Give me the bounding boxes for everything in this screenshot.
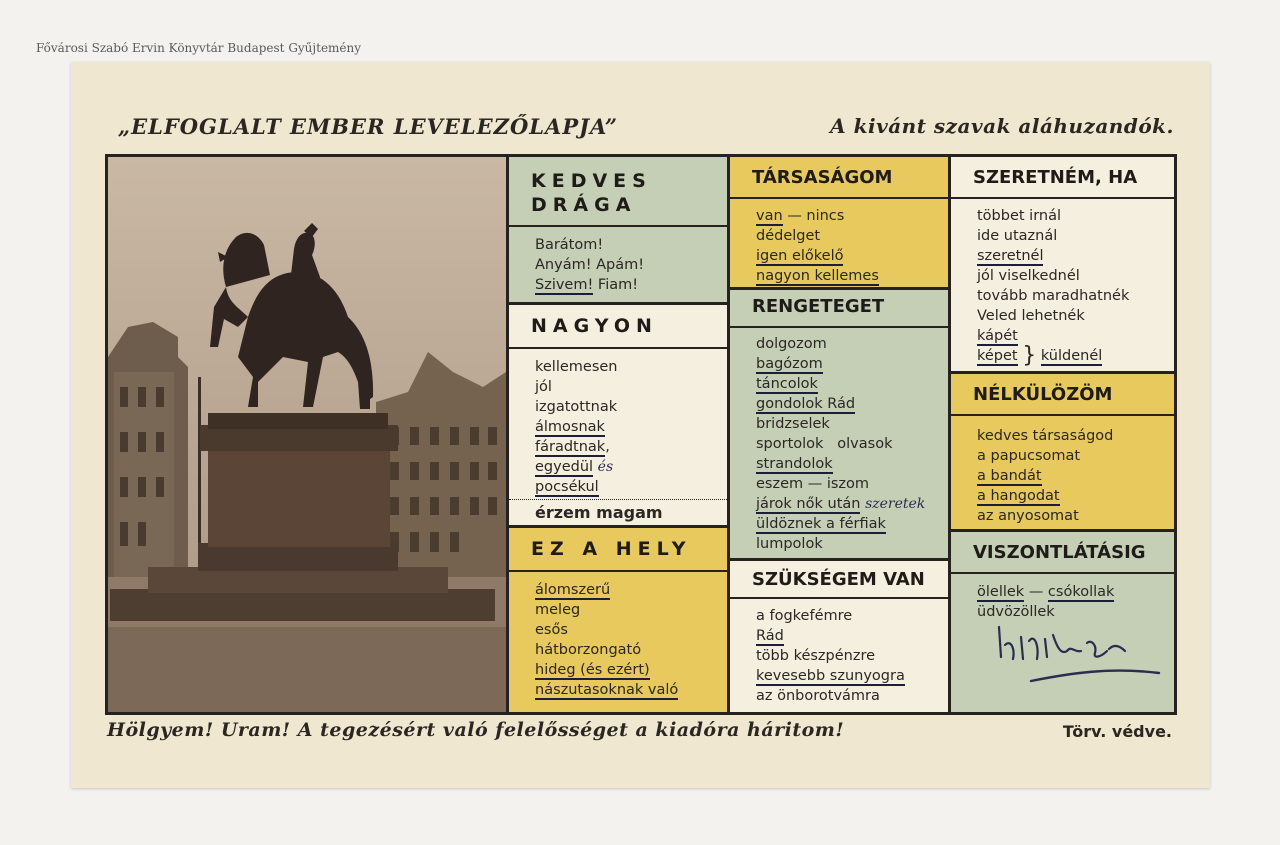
- option-jol-viselkednel: jól viselkednél: [977, 268, 1080, 284]
- option-fiam: Fiam!: [597, 277, 639, 293]
- option-egyedul: egyedül: [535, 459, 594, 475]
- option-szunyogra: kevesebb szunyogra: [756, 668, 905, 684]
- option-olellek: ölellek: [977, 584, 1025, 600]
- footer-disclaimer: Hölgyem! Uram! A tegezésért való felelősséget a kiadóra háritom!: [107, 719, 845, 741]
- dotted-divider: [509, 499, 727, 500]
- option-bandat: a bandát: [977, 468, 1042, 484]
- option-nincs: — nincs: [787, 208, 845, 224]
- nelkulozom-heading: NÉLKÜLÖZÖM: [951, 374, 1174, 416]
- handwritten-szeretek: szeretek: [865, 496, 926, 512]
- option-kedves-tarsasagod: kedves társaságod: [977, 428, 1114, 444]
- option-sportolok-olvasok: sportolok olvasok: [756, 436, 893, 452]
- option-tancolok: táncolok: [756, 376, 818, 392]
- option-veled-lehetnek: Veled lehetnék: [977, 308, 1085, 324]
- hely-section: [509, 528, 727, 712]
- szeretnem-section: [951, 157, 1174, 371]
- rengeteget-options: [730, 334, 948, 554]
- hely-heading: EZ A HELY: [509, 528, 727, 572]
- option-dash: —: [1028, 584, 1044, 600]
- option-csokollak: csókollak: [1047, 584, 1115, 600]
- viszontlatasig-options: [951, 582, 1174, 622]
- viszontlatasig-heading: VISZONTLÁTÁSIG: [951, 532, 1174, 574]
- option-strandolok: strandolok: [756, 456, 833, 472]
- column-1: [509, 157, 730, 712]
- option-udvozollek: üdvözöllek: [977, 604, 1055, 620]
- nelkulozom-options: [951, 426, 1174, 526]
- greeting-section: [509, 157, 727, 302]
- rengeteget-section: [730, 290, 948, 558]
- option-kapet: kápét: [977, 328, 1018, 344]
- collection-watermark: Fővárosi Szabó Ervin Könyvtár Budapest Gyűjtemény: [36, 41, 362, 55]
- option-keszpenzre: több készpénzre: [756, 648, 876, 664]
- column-2: [730, 157, 951, 712]
- option-van: van: [756, 208, 783, 224]
- nagyon-heading: NAGYON: [509, 305, 727, 349]
- nagyon-section: [509, 305, 727, 525]
- option-tobbet-irnal: többet irnál: [977, 208, 1062, 224]
- handwritten-signature: [991, 617, 1171, 687]
- option-kepet: képet: [977, 348, 1018, 364]
- option-meleg: meleg: [535, 602, 581, 618]
- option-dolgozom: dolgozom: [756, 336, 827, 352]
- option-lumpolok: lumpolok: [756, 536, 823, 552]
- option-papucsomat: a papucsomat: [977, 448, 1081, 464]
- footer-copyright: Törv. védve.: [1062, 722, 1172, 741]
- postcard-title: „ELFOGLALT EMBER LEVELEZŐLAPJA”: [118, 114, 618, 139]
- option-ide-utaznal: ide utaznál: [977, 228, 1058, 244]
- greeting-options: [509, 235, 727, 295]
- option-igen-elokelo: igen előkelő: [756, 248, 844, 264]
- option-fogkefemre: a fogkefémre: [756, 608, 853, 624]
- option-faradtnak: fáradtnak: [535, 439, 606, 455]
- option-bridzselek: bridzselek: [756, 416, 830, 432]
- viszontlatasig-section: [951, 532, 1174, 712]
- szukseg-section: [730, 561, 948, 712]
- option-anyosomat: az anyosomat: [977, 508, 1079, 524]
- option-jarok-nok-utan: járok nők után: [756, 496, 861, 512]
- option-anyam-apam: Anyám! Apám!: [535, 257, 645, 273]
- statue-photo: [108, 157, 509, 712]
- option-almosnak: álmosnak: [535, 419, 605, 435]
- option-eszem-iszom: eszem — iszom: [756, 476, 870, 492]
- rengeteget-heading: RENGETEGET: [730, 290, 948, 328]
- szeretnem-options: többet irnál ide utaznál szeretnél jól viselkednél tovább maradhatnék Veled lehetnék kápét képet } küldenél: [951, 206, 1174, 366]
- handwritten-es: és: [597, 459, 614, 475]
- option-onborotvamra: az önborotvámra: [756, 688, 880, 704]
- szukseg-options: [730, 606, 948, 706]
- greeting-heading: [509, 157, 727, 227]
- szeretnem-heading: SZERETNÉM, HA: [951, 157, 1174, 199]
- option-naszutasoknak: nászutasoknak való: [535, 682, 679, 698]
- option-esos: esős: [535, 622, 568, 638]
- option-hideg: hideg (és ezért): [535, 662, 650, 678]
- postcard-instruction: A kivánt szavak aláhuzandók.: [830, 114, 1174, 138]
- option-szivem: Szivem!: [535, 277, 594, 293]
- nagyon-options: kellemesen jól izgatottnak álmosnak fáradtnak, egyedül és pocsékul: [509, 357, 727, 497]
- option-uldoznek: üldöznek a férfiak: [756, 516, 886, 532]
- option-alomszeru: álomszerű: [535, 582, 611, 598]
- option-gondolok-rad: gondolok Rád: [756, 396, 856, 412]
- option-izgatottnak: izgatottnak: [535, 399, 618, 415]
- greeting-heading-kedves: KEDVES: [531, 170, 652, 192]
- tarsasag-section: [730, 157, 948, 287]
- option-dedelget: dédelget: [756, 228, 821, 244]
- nagyon-footer: érzem magam: [535, 503, 663, 522]
- option-baratom: Barátom!: [535, 237, 604, 253]
- postcard: [71, 62, 1210, 788]
- option-pocsekul: pocsékul: [535, 479, 599, 495]
- option-nagyon-kellemes: nagyon kellemes: [756, 268, 879, 284]
- tarsasag-options: [730, 206, 948, 286]
- option-bagozom: bagózom: [756, 356, 823, 372]
- szukseg-heading: SZÜKSÉGEM VAN: [730, 561, 948, 599]
- postcard-grid: [105, 154, 1177, 715]
- hely-options: [509, 580, 727, 700]
- option-hangodat: a hangodat: [977, 488, 1060, 504]
- option-rad: Rád: [756, 628, 784, 644]
- option-szeretnel: szeretnél: [977, 248, 1044, 264]
- column-3: [951, 157, 1174, 712]
- option-kuldenel: küldenél: [1040, 348, 1103, 364]
- greeting-heading-draga: DRÁGA: [531, 194, 637, 216]
- nelkulozom-section: [951, 374, 1174, 529]
- option-kellemesen: kellemesen: [535, 359, 618, 375]
- option-hatborzongato: hátborzongató: [535, 642, 642, 658]
- option-tovabb-maradhatnek: tovább maradhatnék: [977, 288, 1130, 304]
- option-jol: jól: [535, 379, 552, 395]
- tarsasag-heading: TÁRSASÁGOM: [730, 157, 948, 199]
